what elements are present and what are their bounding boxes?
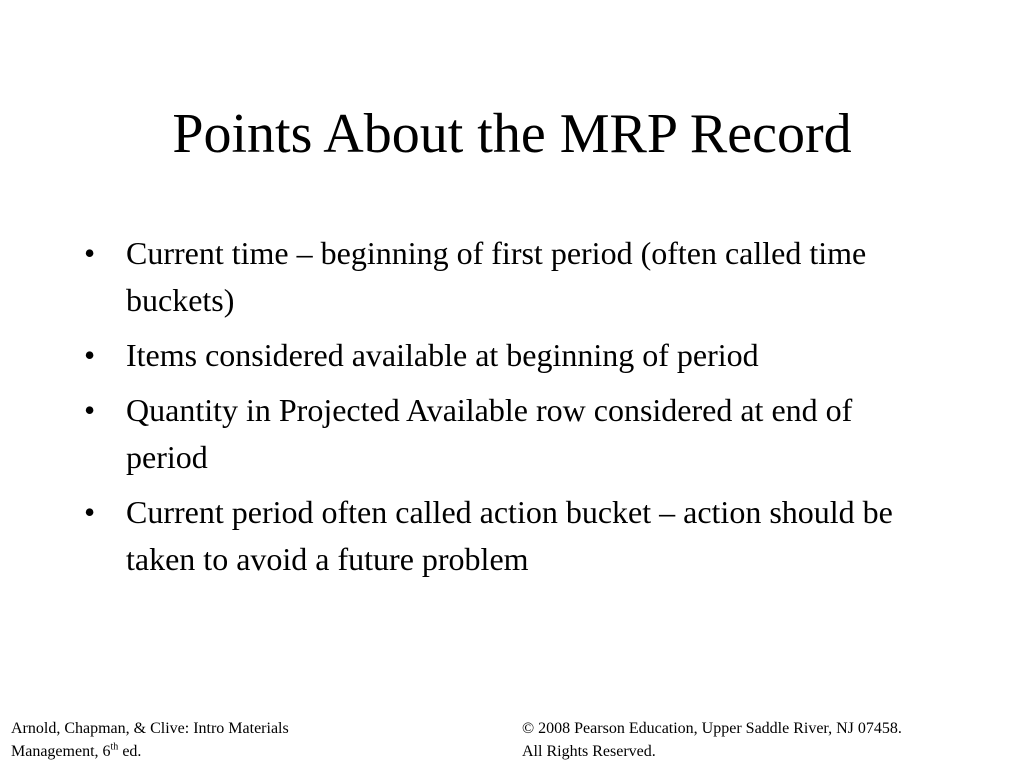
footer-citation-suffix: ed. <box>118 743 142 760</box>
bullet-icon: • <box>84 494 96 530</box>
footer-copyright-line2: All Rights Reserved. <box>522 743 656 760</box>
footer-citation <box>11 717 411 763</box>
footer-copyright-line1: © 2008 Pearson Education, Upper Saddle River, NJ 07458. <box>522 720 902 737</box>
footer-citation-line2 <box>11 740 411 763</box>
bullet-icon: • <box>84 235 96 271</box>
footer-citation-line1: Arnold, Chapman, & Clive: Intro Materials <box>11 720 289 737</box>
bullet-text: Current period often called action bucket – action should be taken to avoid a future problem <box>126 494 893 577</box>
bullet-item <box>84 332 934 379</box>
bullet-text: Current time – beginning of first period (often called time buckets) <box>126 235 867 318</box>
bullet-item <box>84 230 934 324</box>
bullet-item <box>84 489 934 583</box>
bullet-text: Quantity in Projected Available row considered at end of period <box>126 392 853 475</box>
bullet-item <box>84 387 934 481</box>
footer-copyright <box>522 717 1017 763</box>
footer-citation-prefix: Management, 6 <box>11 743 111 760</box>
footer-citation-sup: th <box>110 741 119 753</box>
bullet-icon: • <box>84 392 96 428</box>
slide-title: Points About the MRP Record <box>172 103 852 165</box>
bullet-list <box>84 230 934 591</box>
bullet-text: Items considered available at beginning of period <box>126 337 759 373</box>
bullet-icon: • <box>84 337 96 373</box>
